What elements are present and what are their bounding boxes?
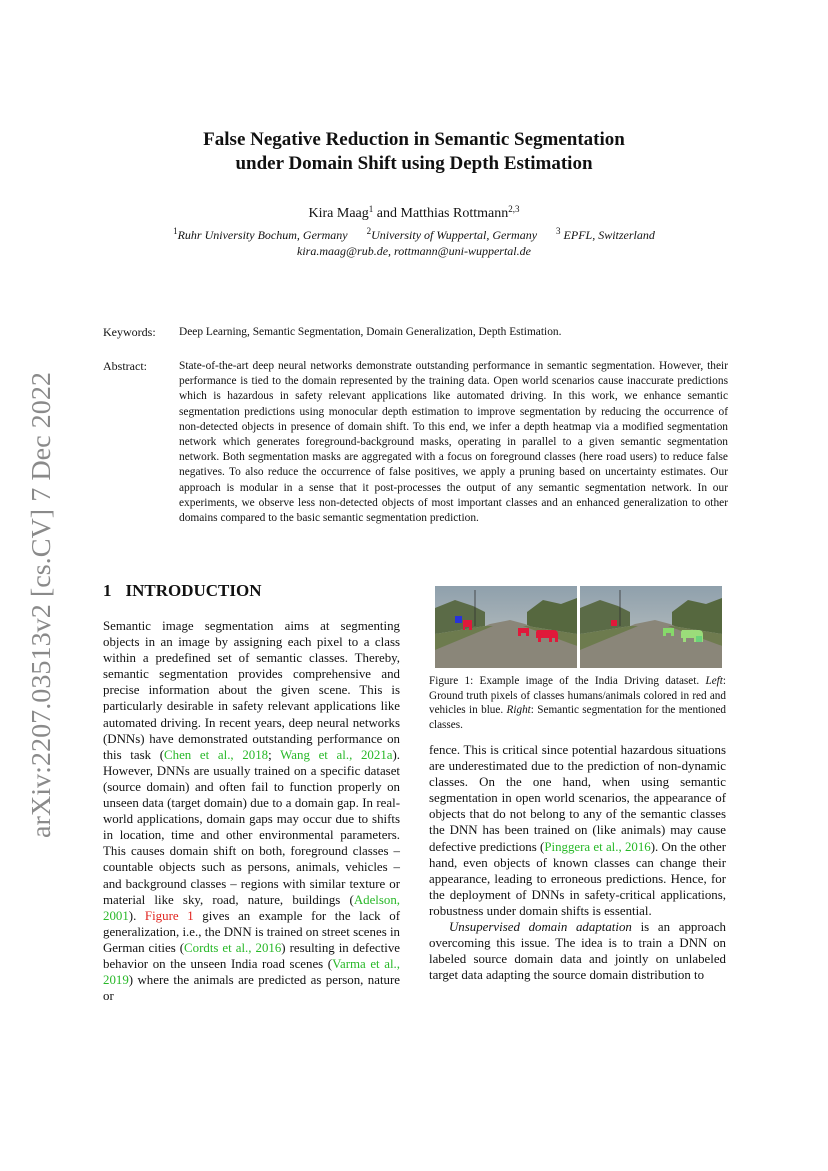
body-text: ) resulting in defective behavior on the unseen India road scenes ( [103,940,400,971]
citation-link[interactable]: Cordts et al., 2016 [184,940,282,955]
author-affiliation-mark: 2,3 [508,204,520,214]
section-number: 1 [103,581,112,600]
body-text: ) where the animals are predicted as person, nature or [103,973,400,1004]
affiliation-name: Ruhr University Bochum, Germany [177,228,348,242]
figure-panel-ground-truth [435,586,577,668]
citation-link[interactable]: Pinggera et al., 2016 [544,839,651,854]
title-line-1: False Negative Reduction in Semantic Segmentation [203,129,625,150]
author-list [100,206,728,222]
figure-reference-link[interactable]: Figure 1 [144,908,194,923]
right-column-text [429,742,726,983]
body-text: is an approach overcoming this issue. The idea is to train a DNN on labeled source domain data and jointly on unlabeled target data adapting the source domain distribution to [429,920,727,983]
abstract-label: Abstract: [103,359,147,373]
author-name: Matthias Rottmann [400,206,509,221]
body-text: ). [128,908,145,923]
figure-caption [429,674,726,732]
intro-paragraph [103,618,400,1004]
figure-1 [435,586,722,668]
author-name: Kira Maag [308,206,369,221]
arxiv-identifier [6,370,66,840]
affiliation [173,228,347,242]
paper-title [100,128,728,176]
citation-link[interactable]: Varma et al., 2019 [103,956,400,988]
body-text: gives an example for the lack of generalization, i.e., the DNN is trained on street scenes in German cities ( [103,908,400,955]
affiliation-name: University of Wuppertal, Germany [371,228,538,242]
affiliation-mark: 1 [173,226,178,236]
affiliation-mark: 2 [366,226,372,236]
caption-text: : Ground truth pixels of classes humans/animals colored in red and vehicles in blue. [429,675,726,717]
author-conjunction: and [373,206,401,221]
abstract-text: State-of-the-art deep neural networks demonstrate outstanding performance in semantic segmentation. However, their performance is tied to the domain represented by the training data. Open world scenarios cause inaccurate predictions which is hazardous in safety relevant applications like automated driving. In this work, we enhance semantic segmentation predictions using monocular depth estimation to improve segmentation by reducing the occurrence of non-detected objects in presence of domain shift. To this end, we infer a depth heatmap via a modified segmentation network which generates foreground-background masks, operating in parallel to a given semantic segmentation network. Both segmentation masks are aggregated with a focus on foreground classes (here road users) to reduce false negatives. To also reduce the occurrence of false positives, we apply a pruning based on uncertainty estimates. Our approach is modular in a sense that it post-processes the output of any semantic segmentation network. In our experiments, we observe less non-detected objects of most important classes and an enhanced generalization to other domains compared to the basic semantic segmentation prediction. [179,360,728,525]
section-title: INTRODUCTION [125,581,262,600]
intro-paragraph [429,742,726,919]
title-line-2: under Domain Shift using Depth Estimation [235,153,593,174]
citation-link[interactable]: Wang et al., 2021a [280,747,393,762]
caption-text: Figure 1: Example image of the India Driving dataset. [429,675,706,687]
caption-emphasis: Right [506,704,531,717]
affiliations [100,228,728,243]
body-text: ). On the other hand, even objects of known classes can change their appearance, leading to erroneous predictions. Hence, for the deployment of DNNs in safety-critical applications, robustness under domain shifts is essential. [429,839,726,918]
citation-link[interactable]: Adelson, 2001 [103,892,400,923]
left-column-text [103,618,400,1004]
affiliation-name: EPFL, Switzerland [563,228,655,242]
affiliation [556,228,655,242]
affiliation-mark: 3 [556,226,561,236]
caption-text: : Semantic segmentation for the mentioned classes. [429,704,726,731]
section-heading [103,581,262,601]
figure-panel-prediction [580,586,722,668]
body-text: ; [268,747,281,762]
author-emails: kira.maag@rub.de, rottmann@uni-wuppertal.de [297,244,531,258]
keywords-label: Keywords: [103,325,156,339]
keywords-text: Deep Learning, Semantic Segmentation, Domain Generalization, Depth Estimation. [179,326,562,338]
caption-emphasis: Left [705,675,723,687]
author-affiliation-mark: 1 [368,204,374,214]
body-text: ). However, DNNs are usually trained on a specific dataset (source domain) and often fail to function properly on unseen data (target domain) due to a domain gap. In real-world applications, domain gaps may occur due to shifts in location, time and other environmental parameters. This causes domain shift on both, foreground classes – countable objects such as persons, animals, vehicles – and background classes – regions with similar texture or material like sky, road, nature, buildings ( [103,747,400,907]
arxiv-identifier-text: arXiv:2207.03513v2 [cs.CV] 7 Dec 2022 [26,391,56,838]
body-text: Semantic image segmentation aims at segmenting objects in an image by assigning each pixel to a class within a predefined set of semantic classes. Thereby, semantic segmentation provides comprehensive and precise information about the given scene. This is particularly desirable in safety relevant applications like automated driving. In recent years, deep neural networks (DNNs) have demonstrated outstanding performance on this task ( [103,619,400,762]
affiliation [367,228,537,242]
intro-paragraph [429,919,726,983]
emphasis-text: Unsupervised domain adaptation [449,920,632,935]
body-text: fence. This is critical since potential hazardous situations are underestimated due to the prediction of non-dynamic classes. On the one hand, when using semantic segmentation in open world scenarios, the appearance of objects that do not belong to any of the semantic classes the DNN has been trained on (like animals) may cause defective predictions ( [429,743,726,854]
citation-link[interactable]: Chen et al., 2018 [164,747,269,762]
